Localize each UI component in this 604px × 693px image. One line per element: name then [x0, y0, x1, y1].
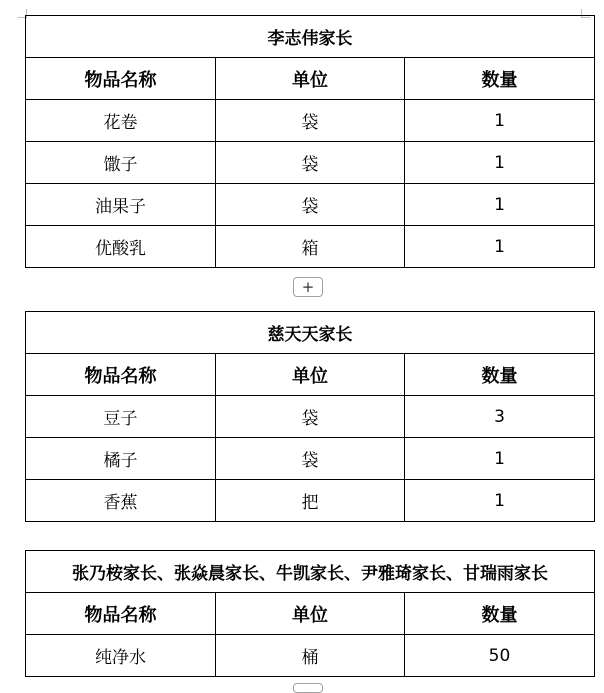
cell-quantity[interactable]: 1 [405, 184, 595, 226]
table-row [26, 226, 595, 268]
header-quantity: 数量 [405, 58, 595, 100]
cell-unit[interactable]: 把 [216, 480, 405, 522]
cell-item-name[interactable]: 花卷 [26, 100, 216, 142]
cell-quantity[interactable]: 1 [405, 142, 595, 184]
donation-table-2 [25, 311, 595, 522]
header-unit: 单位 [216, 58, 405, 100]
cell-quantity[interactable]: 3 [405, 396, 595, 438]
table-row [26, 184, 595, 226]
cell-quantity[interactable]: 1 [405, 438, 595, 480]
table-row [26, 142, 595, 184]
table-title: 张乃桉家长、张焱晨家长、牛凯家长、尹雅琦家长、甘瑞雨家长 [26, 551, 595, 593]
cell-unit[interactable]: 袋 [216, 184, 405, 226]
cell-quantity[interactable]: 1 [405, 100, 595, 142]
cell-unit[interactable]: 桶 [216, 635, 405, 677]
table-row [26, 480, 595, 522]
table-row [26, 635, 595, 677]
cell-item-name[interactable]: 油果子 [26, 184, 216, 226]
cell-item-name[interactable]: 豆子 [26, 396, 216, 438]
cell-quantity[interactable]: 1 [405, 480, 595, 522]
header-quantity: 数量 [405, 354, 595, 396]
table-row [26, 100, 595, 142]
table-row [26, 396, 595, 438]
cell-item-name[interactable]: 橘子 [26, 438, 216, 480]
cell-unit[interactable]: 袋 [216, 142, 405, 184]
cell-unit[interactable]: 袋 [216, 396, 405, 438]
donation-table-3 [25, 550, 595, 677]
table-title: 李志伟家长 [26, 16, 595, 58]
cell-unit[interactable]: 袋 [216, 100, 405, 142]
add-row-button[interactable]: + [293, 277, 323, 297]
cell-unit[interactable]: 袋 [216, 438, 405, 480]
header-quantity: 数量 [405, 593, 595, 635]
cell-unit[interactable]: 箱 [216, 226, 405, 268]
header-unit: 单位 [216, 593, 405, 635]
donation-table-1 [25, 15, 595, 268]
table-title: 慈天天家长 [26, 312, 595, 354]
cell-item-name[interactable]: 馓子 [26, 142, 216, 184]
add-row-button-partial[interactable] [293, 683, 323, 693]
cell-item-name[interactable]: 优酸乳 [26, 226, 216, 268]
cell-item-name[interactable]: 纯净水 [26, 635, 216, 677]
header-item-name: 物品名称 [26, 58, 216, 100]
header-item-name: 物品名称 [26, 354, 216, 396]
cell-quantity[interactable]: 1 [405, 226, 595, 268]
table-row [26, 438, 595, 480]
header-unit: 单位 [216, 354, 405, 396]
cell-item-name[interactable]: 香蕉 [26, 480, 216, 522]
header-item-name: 物品名称 [26, 593, 216, 635]
cell-quantity[interactable]: 50 [405, 635, 595, 677]
